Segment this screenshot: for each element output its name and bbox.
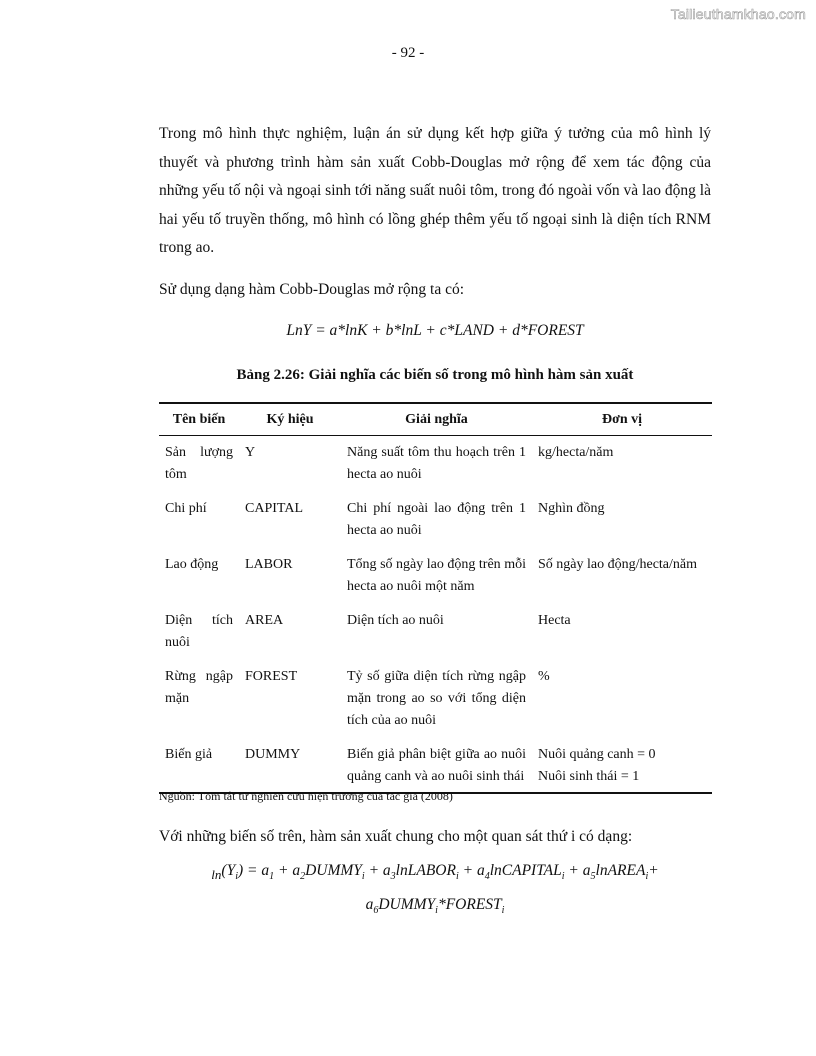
cell-symbol: AREA <box>245 613 284 628</box>
cell-meaning: Biến giả phân biệt giữa ao nuôi quảng canh và ao nuôi sinh thái <box>341 738 532 793</box>
cell-meaning: Diện tích ao nuôi <box>347 613 444 628</box>
paragraph-general-function: Với những biến số trên, hàm sản xuất chung cho một quan sát thứ i có dạng: <box>159 828 633 845</box>
table-row <box>159 604 712 660</box>
header-meaning: Giải nghĩa <box>341 403 532 436</box>
formula-ln: ln <box>211 867 222 882</box>
header-symbol: Ký hiệu <box>239 403 341 436</box>
cell-unit-line-2: Nuôi sinh thái = 1 <box>538 769 640 784</box>
cell-symbol: DUMMY <box>239 738 341 793</box>
table-row <box>159 660 712 738</box>
cell-name: Lao động <box>165 557 219 572</box>
cell-unit: Nghìn đồng <box>538 501 605 516</box>
cell-symbol: FOREST <box>245 669 298 684</box>
cell-unit: % <box>538 669 550 684</box>
cell-name: Biến giả <box>159 738 239 793</box>
header-unit: Đơn vị <box>532 403 712 436</box>
source-note: Nguồn: Tóm tắt từ nghiên cứu hiện trường của tác giả (2008) <box>159 789 453 803</box>
cell-unit: Số ngày lao động/hecta/năm <box>538 557 698 572</box>
table-row <box>159 738 712 793</box>
cell-unit <box>532 738 712 793</box>
cell-name: Chi phí <box>165 501 207 516</box>
formula-production-function-cont: $a_6DUMMY_i*FOREST_i$ <box>365 896 505 917</box>
cell-meaning: Tỷ số giữa diện tích rừng ngập mặn trong ao so với tổng diện tích của ao nuôi <box>347 669 526 728</box>
formula-production-function: $_{ln}(Y_i) = a_1$ + $a_2DUMMY_i$ + $a_3lnLABOR_i$ + $a_4lnCAPITAL_i$ + $a_5lnAREA_i+$ <box>211 862 659 883</box>
cell-name: Diện tích nuôi <box>165 613 233 650</box>
table-caption: Bảng 2.26: Giải nghĩa các biến số trong mô hình hàm sản xuất <box>236 367 634 383</box>
cell-symbol: Y <box>245 445 256 460</box>
variables-table <box>159 402 712 794</box>
table-row <box>159 436 712 493</box>
cell-name: Rừng ngập mặn <box>165 669 233 706</box>
page-number: - 92 - <box>391 45 425 61</box>
table-header-row <box>159 403 712 436</box>
cell-symbol: CAPITAL <box>245 501 303 516</box>
header-variable-name: Tên biến <box>159 403 239 436</box>
cell-meaning: Tổng số ngày lao động trên mỗi hecta ao nuôi một năm <box>347 557 526 594</box>
paragraph-intro: Trong mô hình thực nghiệm, luận án sử dụng kết hợp giữa ý tưởng của mô hình lý thuyết và phương trình hàm sản xuất Cobb-Douglas mở rộng để xem tác động của những yếu tố nội và ngoại sinh tới năng suất nuôi tôm, trong đó ngoài vốn và lao động là hai yếu tố truyền thống, mô hình có lồng ghép thêm yếu tố ngoại sinh là diện tích RNM trong ao. <box>159 125 711 256</box>
cell-symbol: LABOR <box>245 557 293 572</box>
cell-unit: Hecta <box>538 613 571 628</box>
cell-meaning: Năng suất tôm thu hoạch trên 1 hecta ao nuôi <box>347 445 526 482</box>
cell-unit-line-1: Nuôi quảng canh = 0 <box>538 747 656 762</box>
table-row <box>159 492 712 548</box>
cell-unit: kg/hecta/năm <box>538 445 614 460</box>
paragraph-cobb-douglas: Sử dụng dạng hàm Cobb-Douglas mở rộng ta có: <box>159 281 465 298</box>
formula-cobb-douglas: LnY = a*lnK + b*lnL + c*LAND + d*FOREST <box>286 322 584 339</box>
cell-name: Sản lượng tôm <box>165 445 233 482</box>
watermark: Tailieuthamkhao.com <box>670 6 806 22</box>
cell-meaning: Chi phí ngoài lao động trên 1 hecta ao nuôi <box>347 501 526 538</box>
table-row <box>159 548 712 604</box>
